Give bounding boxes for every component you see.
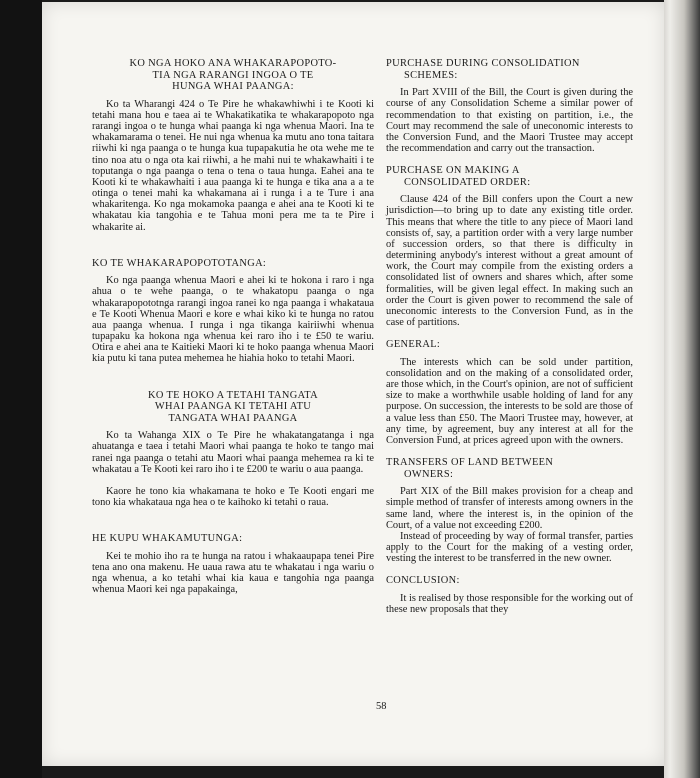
section-heading-purchase-consolidation bbox=[386, 58, 633, 81]
heading-line: WHAI PAANGA KI TETAHI ATU bbox=[154, 401, 312, 413]
page-binding-edge bbox=[664, 0, 700, 778]
scan-left-margin bbox=[0, 0, 42, 778]
paragraph: Part XIX of the Bill makes provision for a cheap and simple method of transfer of interests among owners in the same land, where the interest is, in the opinion of the Court, of a value not exceeding £200. bbox=[386, 486, 633, 531]
maori-text-column bbox=[92, 58, 374, 595]
paragraph: Ko ta Wahanga XIX o Te Pire he whakatangatanga i nga ahuatanga e taea i tetahi Maori whai paanga te hoko te tango mai ranei nga paanga o tetahi atu Maori whai paanga mehemea ra ki te whakatau a Te Kooti kei raro iho i te £200 te wariu o aua paanga. bbox=[92, 430, 374, 475]
paragraph: Ko nga paanga whenua Maori e ahei ki te hokona i raro i nga ahua o te wehe paanga, o te whakatopu paanga o nga whakarapopototnga rarangi ingoa ranei ko nga paanga i whakataua e Te Kooti Whenua Maori e kore e whai kiko ki te hunga no ratou aua paanga whenua. I runga i nga tikanga kairiiwhi whenua tupapaku ka hokona nga whenua kei raro iho i te £50 te wariu. Otira e ahei ana te Kaitieki Maori ki te hoko paanga whenua Maori kia putu ki tana putea mehemea he hiahia hoko to tetahi Maori. bbox=[92, 275, 374, 365]
paragraph: Instead of proceeding by way of formal transfer, parties apply to the Court for the making of a vesting order, vesting the interest to be transferred in the new owner. bbox=[386, 530, 633, 565]
section-heading-kupu-whakamutunga: HE KUPU WHAKAMUTUNGA: bbox=[92, 533, 243, 545]
heading-line: PURCHASE DURING CONSOLIDATION bbox=[386, 58, 580, 69]
paragraph: Ko ta Wharangi 424 o Te Pire he whakawhiwhi i te Kooti ki tetahi mana hou e taea ai te Whakatikatika te whakarapopoto nga rarangi ingoa o te hunga whai paanga ki nga whenua Maori. Ina te whakamarama o tenei. He nui nga whenua ka mutu ano tona taitara riiwhi ki nga paanga o te hunga kua tupapakutia he ota wehe me te tino noa atu o nga ota kai riiwhi, a he mahi nui te whakawhaiti i te toputanga o nga paanga o tena o tena o taua hunga. Eahei ana te Kooti ki te whakawhaiti i aua paanga ki te hunga e tika ana a a te otinga o tenei mahi ka whakamana ai i runga i a te Ture i ana whakaritenga. Ko nga mokamoka paanga e ahei ana te Kooti ki te whakatau kia tangohia e te Tahua moni pera me ta te Pire i whakarite ai. bbox=[92, 98, 374, 233]
heading-line: TANGATA WHAI PAANGA bbox=[168, 412, 298, 424]
heading-line: PURCHASE ON MAKING A bbox=[386, 165, 520, 177]
heading-line: KO NGA HOKO ANA WHAKARAPOPOTO- bbox=[129, 58, 337, 69]
section-heading-general: GENERAL: bbox=[386, 339, 441, 351]
heading-line: KO TE HOKO A TETAHI TANGATA bbox=[147, 389, 319, 401]
paragraph: It is realised by those responsible for the working out of these new proposals that they bbox=[386, 592, 633, 616]
heading-line: HUNGA WHAI PAANGA: bbox=[172, 81, 294, 93]
paragraph: In Part XVIII of the Bill, the Court is given during the course of any Consolidation Scheme a similar power of recommendation to that existing on partition, i.e., the Court may recommend the sale of uneconomic interests to the Conversion Fund, and the Maori Trustee may accept the recommendation and carry out the transaction. bbox=[386, 87, 633, 154]
heading-line: TIA NGA RARANGI INGOA O TE bbox=[152, 69, 314, 81]
paragraph: Kei te mohio iho ra te hunga na ratou i whakaaupapa tenei Pire tena ano ona makenu. He uaua rawa atu te whakatau i nga wariu o nga whenua, a ko tetahi whai kia kaua e tangohia nga paanga whenua Maori kei nga papakainga, bbox=[92, 550, 374, 596]
heading-line: TRANSFERS OF LAND BETWEEN bbox=[386, 457, 554, 469]
section-heading-consolidated-order bbox=[386, 165, 633, 188]
heading-line: SCHEMES: bbox=[404, 69, 458, 81]
section-heading-whakarapopototanga: KO TE WHAKARAPOPOTOTANGA: bbox=[92, 257, 267, 269]
heading-line: CONSOLIDATED ORDER: bbox=[404, 176, 531, 188]
paragraph: Clause 424 of the Bill confers upon the Court a new jurisdiction—to bring up to date any existing title order. This means that where the title to any piece of Maori land consists of, say, a partition order with a very large number of succession orders, so that there is difficulty in determining anybody's interest without a great amount of work, the Court may compile from the existing orders a consolidated list of owners and shares which, after some formalities, will be given legal effect. In making such an order the Court is given power to recommend the sale of uneconomic interests to the Conversion Fund, as in the case of partitions. bbox=[386, 194, 633, 329]
paragraph: Kaore he tono kia whakamana te hoko e Te Kooti engari me tono kia whakataua nga hea o te kaihoko ki tetahi o raua. bbox=[92, 485, 374, 509]
english-text-column bbox=[386, 58, 633, 615]
section-heading-hoko-ana bbox=[92, 58, 374, 93]
section-heading-transfers bbox=[386, 457, 633, 480]
paragraph: The interests which can be sold under partition, consolidation and on the making of a consolidated order, are those which, in the Court's opinion, are not of sufficient size to make a worthwhile usable holding of land for any purpose. On succession, the interests to be sold are those of a value less than £50. The Maori Trustee may, however, at any time, by agreement, buy any interest at all for the Conversion Fund, at prices agreed upon with the owners. bbox=[386, 356, 634, 446]
heading-line: OWNERS: bbox=[404, 468, 454, 480]
section-heading-hoko-tangata bbox=[92, 390, 374, 425]
section-heading-conclusion: CONCLUSION: bbox=[386, 575, 460, 587]
page-number: 58 bbox=[376, 701, 387, 712]
